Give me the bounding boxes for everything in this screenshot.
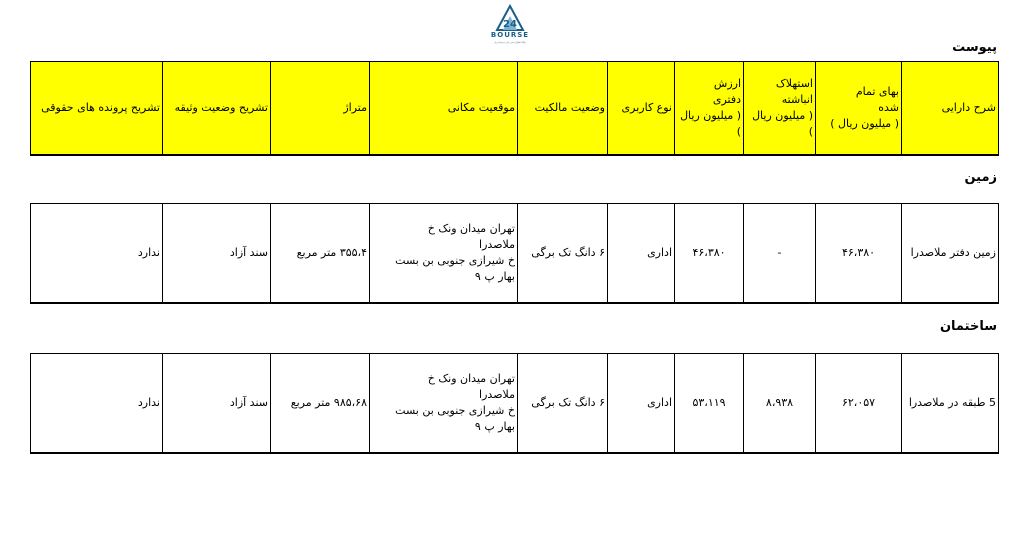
building-table xyxy=(30,353,999,454)
location-cell: تهران میدان ونک خ ملاصدرا خ شیرازی جنوبی بن بست بهار پ ۹ xyxy=(370,354,518,454)
header-ownership: وضعیت مالکیت xyxy=(518,62,608,156)
header-depreciation: استهلاک انباشته ( میلیون ریال ) xyxy=(744,62,816,156)
asset-cell: زمین دفتر ملاصدرا xyxy=(902,204,999,304)
logo-text: BOURSE xyxy=(490,31,530,39)
header-doc-status: تشریح وضعیت وثیقه xyxy=(163,62,271,156)
book-value-cell: ۴۶،۳۸۰ xyxy=(675,204,744,304)
header-asset: شرح دارایی xyxy=(902,62,999,156)
area-cell: ۹۸۵،۶۸ متر مربع xyxy=(271,354,370,454)
ownership-cell: ۶ دانگ تک برگی xyxy=(518,354,608,454)
header-usage: نوع کاربری xyxy=(608,62,675,156)
cost-cell: ۶۲،۰۵۷ xyxy=(816,354,902,454)
legal-cell: ندارد xyxy=(31,354,163,454)
table-row xyxy=(31,354,999,454)
location-cell: تهران میدان ونک خ ملاصدرا خ شیرازی جنوبی بن بست بهار پ ۹ xyxy=(370,204,518,304)
header-cost: بهای تمام شده ( میلیون ریال ) xyxy=(816,62,902,156)
logo-mark: 24 xyxy=(503,19,517,30)
book-value-cell: ۵۳،۱۱۹ xyxy=(675,354,744,454)
usage-cell: اداری xyxy=(608,204,675,304)
header-location: موقعیت مکانی xyxy=(370,62,518,156)
building-section-title: ساختمان xyxy=(939,319,997,334)
land-section-title: زمین xyxy=(964,170,997,185)
header-area: متراژ xyxy=(271,62,370,156)
land-table xyxy=(30,203,999,304)
header-legal: تشریح پرونده های حقوقی xyxy=(31,62,163,156)
depreciation-cell: - xyxy=(744,204,816,304)
legal-cell: ندارد xyxy=(31,204,163,304)
cost-cell: ۴۶،۳۸۰ xyxy=(816,204,902,304)
doc-status-cell: سند آزاد xyxy=(163,354,271,454)
appendix-title: پیوست xyxy=(952,40,997,55)
area-cell: ۳۵۵،۴ متر مربع xyxy=(271,204,370,304)
usage-cell: اداری xyxy=(608,354,675,454)
assets-header-table xyxy=(30,61,999,156)
ownership-cell: ۶ دانگ تک برگی xyxy=(518,204,608,304)
doc-status-cell: سند آزاد xyxy=(163,204,271,304)
depreciation-cell: ۸،۹۳۸ xyxy=(744,354,816,454)
header-book-value: ارزش دفتری ( میلیون ریال ) xyxy=(675,62,744,156)
table-row xyxy=(31,204,999,304)
asset-cell: 5 طبقه در ملاصدرا xyxy=(902,354,999,454)
logo-subtext: پایگاه اطلاع رسانی بازار سرمایه ایران xyxy=(494,42,526,44)
